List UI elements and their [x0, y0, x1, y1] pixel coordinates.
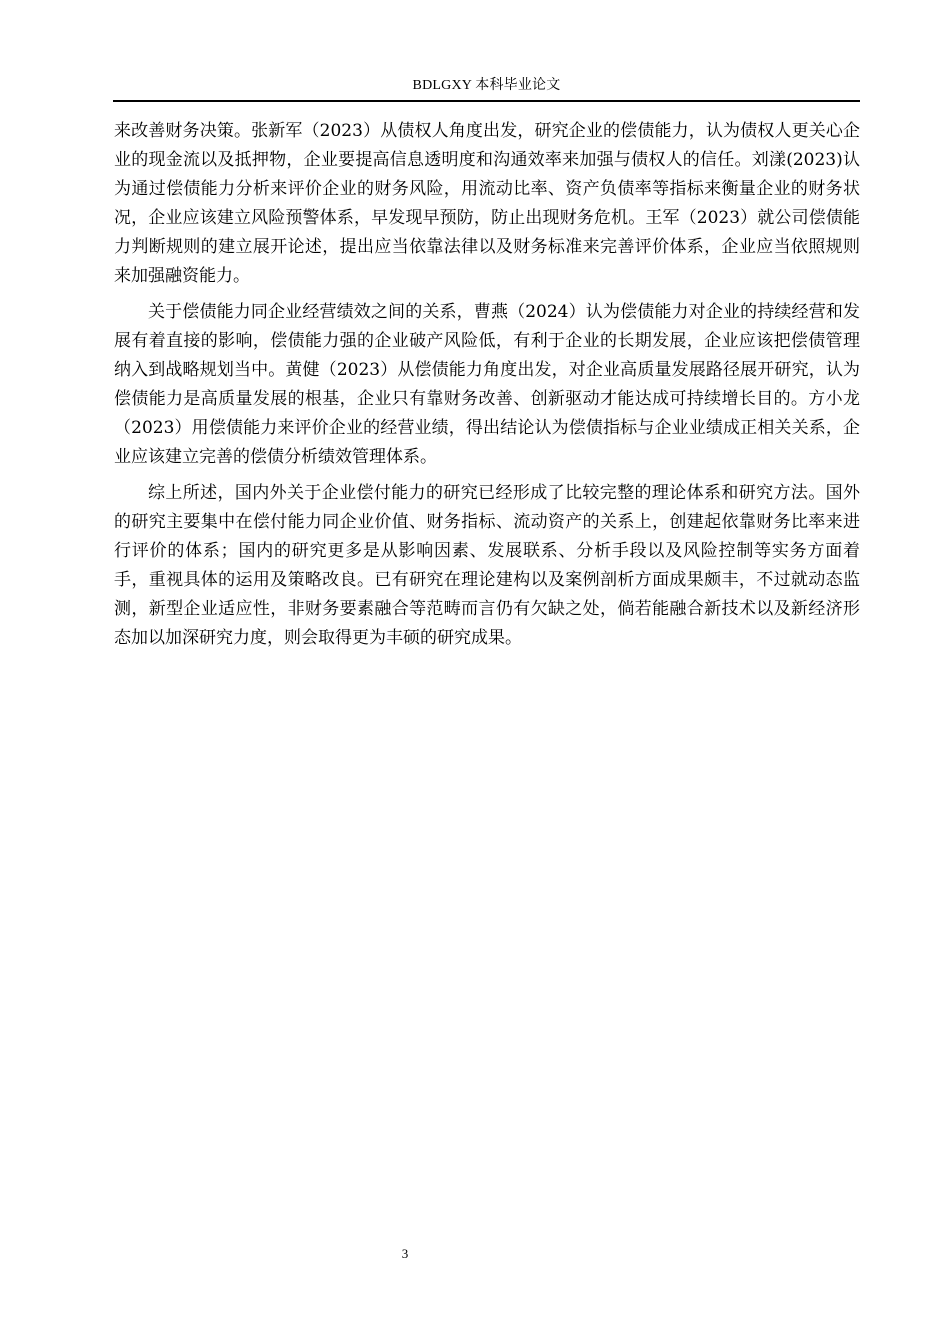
paragraph-3: 综上所述，国内外关于企业偿付能力的研究已经形成了比较完整的理论体系和研究方法。国外的研究主要集中在偿付能力同企业价值、财务指标、流动资产的关系上，创建起依靠财务比率来进行评价的体系；国内的研究更多是从影响因素、发展联系、分析手段以及风险控制等实务方面着手，重视具体的运用及策略改良。已有研究在理论建构以及案例剖析方面成果颇丰，不过就动态监测，新型企业适应性，非财务要素融合等范畴而言仍有欠缺之处，倘若能融合新技术以及新经济形态加以加深研究力度，则会取得更为丰硕的研究成果。	[114, 483, 860, 648]
page-header: BDLGXY 本科毕业论文	[412, 78, 561, 93]
header-rule	[113, 100, 860, 102]
page-number: 3	[401, 1246, 409, 1261]
paragraph-2: 关于偿债能力同企业经营绩效之间的关系，曹燕（2024）认为偿债能力对企业的持续经营和发展有着直接的影响，偿债能力强的企业破产风险低，有利于企业的长期发展，企业应该把偿债管理纳入到战略规划当中。黄健（2023）从偿债能力角度出发，对企业高质量发展路径展开研究，认为偿债能力是高质量发展的根基，企业只有靠财务改善、创新驱动才能达成可持续增长目的。方小龙（2023）用偿债能力来评价企业的经营业绩，得出结论认为偿债指标与企业业绩成正相关关系，企业应该建立完善的偿债分析绩效管理体系。	[114, 302, 860, 467]
paragraph-1: 来改善财务决策。张新军（2023）从债权人角度出发，研究企业的偿债能力，认为债权人更关心企业的现金流以及抵押物，企业要提高信息透明度和沟通效率来加强与债权人的信任。刘漾(2023)认为通过偿债能力分析来评价企业的财务风险，用流动比率、资产负债率等指标来衡量企业的财务状况，企业应该建立风险预警体系，早发现早预防，防止出现财务危机。王军（2023）就公司偿债能力判断规则的建立展开论述，提出应当依靠法律以及财务标准来完善评价体系，企业应当依照规则来加强融资能力。	[114, 121, 860, 286]
body-text	[114, 117, 860, 653]
